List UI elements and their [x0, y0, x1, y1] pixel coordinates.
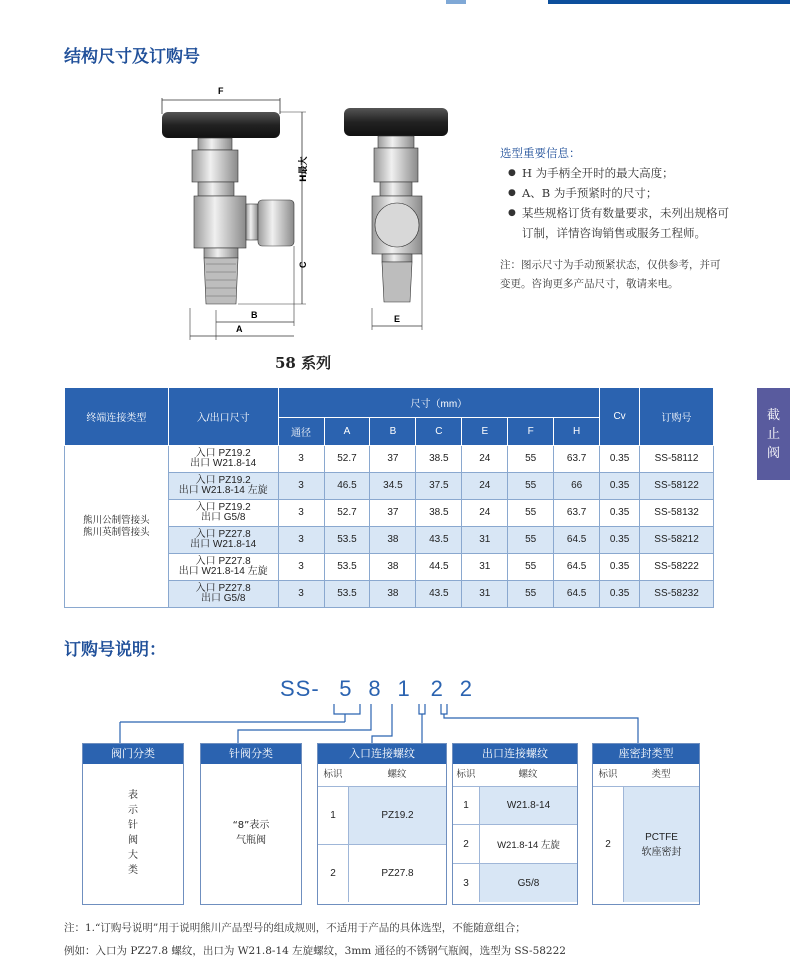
order-code-digit: 1	[397, 676, 411, 701]
seat-seal-title: 座密封类型	[593, 744, 699, 764]
cell-f: 55	[508, 581, 554, 608]
list-item: 1 PZ19.2	[318, 786, 446, 844]
cell-bore: 3	[278, 473, 324, 500]
inlet-thread-box	[317, 743, 447, 905]
order-section-title: 订购号说明：	[64, 640, 166, 660]
order-code-example	[280, 676, 477, 702]
cell-e: 31	[462, 581, 508, 608]
needle-class-line: 气瓶阀	[236, 835, 266, 846]
selection-info-title: 选型重要信息：	[500, 146, 581, 160]
cell-e: 31	[462, 527, 508, 554]
outlet-thread-box	[452, 743, 578, 905]
valve-class-char: 类	[128, 865, 138, 876]
cell-e: 24	[462, 500, 508, 527]
list-item: 2 W21.8-14 左旋	[453, 824, 577, 863]
cell-f: 55	[508, 500, 554, 527]
cell-e: 31	[462, 554, 508, 581]
cell-f: 55	[508, 554, 554, 581]
cell-h: 63.7	[554, 446, 600, 473]
header-dims: 尺寸（mm）	[278, 388, 600, 418]
cell-bore: 3	[278, 554, 324, 581]
io-size-inlet: 入口 PZ19.2	[195, 448, 251, 459]
header-dim: F	[508, 418, 554, 446]
valve-dimension-drawing	[150, 78, 450, 343]
header-order: 订购号	[640, 388, 714, 446]
valve-class-box	[82, 743, 184, 905]
header-dim: 通径	[278, 418, 324, 446]
order-code-prefix: SS-	[280, 676, 320, 701]
spec-table	[64, 387, 714, 608]
cell-f: 55	[508, 473, 554, 500]
cell-cv: 0.35	[600, 554, 640, 581]
cell-order: SS-58112	[640, 446, 714, 473]
cell-a: 53.5	[324, 581, 370, 608]
info-item: ● H 为手柄全开时的最大高度；	[500, 163, 730, 183]
side-tab-char: 截	[766, 407, 780, 423]
header-accent-mark	[446, 0, 466, 4]
needle-class-title: 针阀分类	[201, 744, 301, 764]
io-size-outlet: 出口 W21.8-14 左旋	[178, 566, 268, 577]
cell-h: 63.7	[554, 500, 600, 527]
cell-cv: 0.35	[600, 527, 640, 554]
info-note: 注：图示尺寸为手动预紧状态，仅供参考，并可变更。咨询更多产品尺寸，敬请来电。	[500, 259, 721, 290]
cell-h: 66	[554, 473, 600, 500]
header-dim: B	[370, 418, 416, 446]
cell-order: SS-58212	[640, 527, 714, 554]
cell-c: 37.5	[416, 473, 462, 500]
cell-b: 38	[370, 554, 416, 581]
cell-a: 52.7	[324, 446, 370, 473]
dim-label-f: F	[218, 86, 224, 96]
order-code-connectors	[100, 700, 680, 746]
cell-cv: 0.35	[600, 446, 640, 473]
cell-order: SS-58122	[640, 473, 714, 500]
header-cv: Cv	[600, 388, 640, 446]
dim-label-c: C	[298, 261, 308, 268]
cell-bore: 3	[278, 446, 324, 473]
connection-type-cell	[65, 446, 169, 608]
header-type: 终端连接类型	[65, 388, 169, 446]
cell-cv: 0.35	[600, 500, 640, 527]
header-dim: E	[462, 418, 508, 446]
header-bar	[548, 0, 790, 4]
list-item: 2 PZ27.8	[318, 844, 446, 902]
cell-a: 52.7	[324, 500, 370, 527]
cell-a: 53.5	[324, 554, 370, 581]
cell-b: 37	[370, 446, 416, 473]
selection-info	[500, 143, 730, 294]
io-size-outlet: 出口 W21.8-14 左旋	[178, 485, 268, 496]
io-size-inlet: 入口 PZ27.8	[195, 556, 251, 567]
cell-c: 43.5	[416, 581, 462, 608]
cell-b: 38	[370, 581, 416, 608]
seat-seal-box	[592, 743, 700, 905]
cell-b: 38	[370, 527, 416, 554]
cell-c: 38.5	[416, 446, 462, 473]
connection-type-line: 熊川英制管接头	[83, 526, 150, 538]
header-dim: A	[324, 418, 370, 446]
cell-bore: 3	[278, 527, 324, 554]
side-view	[344, 108, 448, 330]
cell-order: SS-58222	[640, 554, 714, 581]
cell-b: 37	[370, 500, 416, 527]
order-code-digit: 8	[368, 676, 382, 701]
outlet-col-id: 标识	[456, 769, 476, 780]
cell-b: 34.5	[370, 473, 416, 500]
cell-c: 43.5	[416, 527, 462, 554]
info-item: ● A、B 为手预紧时的尺寸；	[500, 183, 730, 203]
header-dim: H	[554, 418, 600, 446]
header-dim: C	[416, 418, 462, 446]
io-size-outlet: 出口 W21.8-14	[190, 458, 257, 469]
cell-c: 38.5	[416, 500, 462, 527]
cell-h: 64.5	[554, 527, 600, 554]
order-code-digit: 2	[459, 676, 473, 701]
cell-bore: 3	[278, 500, 324, 527]
cell-cv: 0.35	[600, 581, 640, 608]
cell-h: 64.5	[554, 581, 600, 608]
footnote-2: 例如：入口为 PZ27.8 螺纹，出口为 W21.8-14 左旋螺纹，3mm 通径的不锈钢气瓶阀，选型为 SS-58222	[64, 945, 566, 957]
footnote-1: 注：1.“订购号说明”用于说明熊川产品型号的组成规则，不适用于产品的具体选型，不能随意组合；	[64, 922, 526, 934]
list-item: 3 G5/8	[453, 863, 577, 902]
inlet-col-id: 标识	[323, 769, 343, 780]
valve-class-title: 阀门分类	[83, 744, 183, 764]
io-size-inlet: 入口 PZ19.2	[195, 502, 251, 513]
dim-label-a: A	[236, 324, 243, 334]
section-title: 结构尺寸及订购号	[64, 47, 200, 67]
list-item: 2 PCTFE 软座密封	[593, 786, 699, 902]
seat-type-line: 软座密封	[641, 846, 682, 858]
io-size-outlet: 出口 G5/8	[200, 512, 246, 523]
front-view	[162, 86, 309, 340]
order-code-digit: 2	[430, 676, 444, 701]
io-size-inlet: 入口 PZ27.8	[195, 583, 251, 594]
cell-h: 64.5	[554, 554, 600, 581]
dim-label-h: H最大	[299, 156, 309, 182]
valve-class-char: 表	[128, 790, 138, 801]
cell-f: 55	[508, 527, 554, 554]
valve-class-char: 针	[128, 820, 138, 831]
seat-col-type: 类型	[651, 769, 671, 780]
cell-order: SS-58232	[640, 581, 714, 608]
inlet-thread-title: 入口连接螺纹	[318, 744, 446, 764]
cell-a: 46.5	[324, 473, 370, 500]
category-side-tab	[757, 388, 790, 480]
table-row	[65, 446, 714, 473]
seat-type-line: PCTFE	[645, 831, 678, 843]
series-title: 58 系列	[275, 354, 332, 372]
cell-f: 55	[508, 446, 554, 473]
io-size-outlet: 出口 W21.8-14	[190, 539, 257, 550]
io-size-inlet: 入口 PZ19.2	[195, 475, 251, 486]
needle-class-line: “8”表示	[232, 820, 270, 831]
cell-order: SS-58132	[640, 500, 714, 527]
dim-label-e: E	[394, 314, 401, 324]
side-tab-char: 阀	[766, 445, 780, 461]
side-tab-char: 止	[766, 426, 780, 442]
valve-class-char: 大	[128, 850, 138, 861]
cell-cv: 0.35	[600, 473, 640, 500]
inlet-col-thread: 螺纹	[387, 769, 407, 780]
cell-bore: 3	[278, 581, 324, 608]
valve-class-char: 阀	[128, 835, 138, 846]
order-code-digit: 5	[339, 676, 353, 701]
valve-class-char: 示	[128, 805, 138, 816]
cell-a: 53.5	[324, 527, 370, 554]
cell-e: 24	[462, 473, 508, 500]
header-io: 入/出口尺寸	[168, 388, 278, 446]
connection-type-line: 熊川公制管接头	[83, 514, 150, 526]
cell-e: 24	[462, 446, 508, 473]
seat-col-id: 标识	[598, 769, 618, 780]
outlet-thread-title: 出口连接螺纹	[453, 744, 577, 764]
io-size-inlet: 入口 PZ27.8	[195, 529, 251, 540]
io-size-outlet: 出口 G5/8	[200, 593, 246, 604]
needle-class-box	[200, 743, 302, 905]
info-item: ● 某些规格订货有数量要求，未列出规格可订制，详情咨询销售或服务工程师。	[500, 203, 730, 243]
outlet-col-thread: 螺纹	[518, 769, 538, 780]
dim-label-b: B	[251, 310, 258, 320]
list-item: 1 W21.8-14	[453, 786, 577, 824]
cell-c: 44.5	[416, 554, 462, 581]
